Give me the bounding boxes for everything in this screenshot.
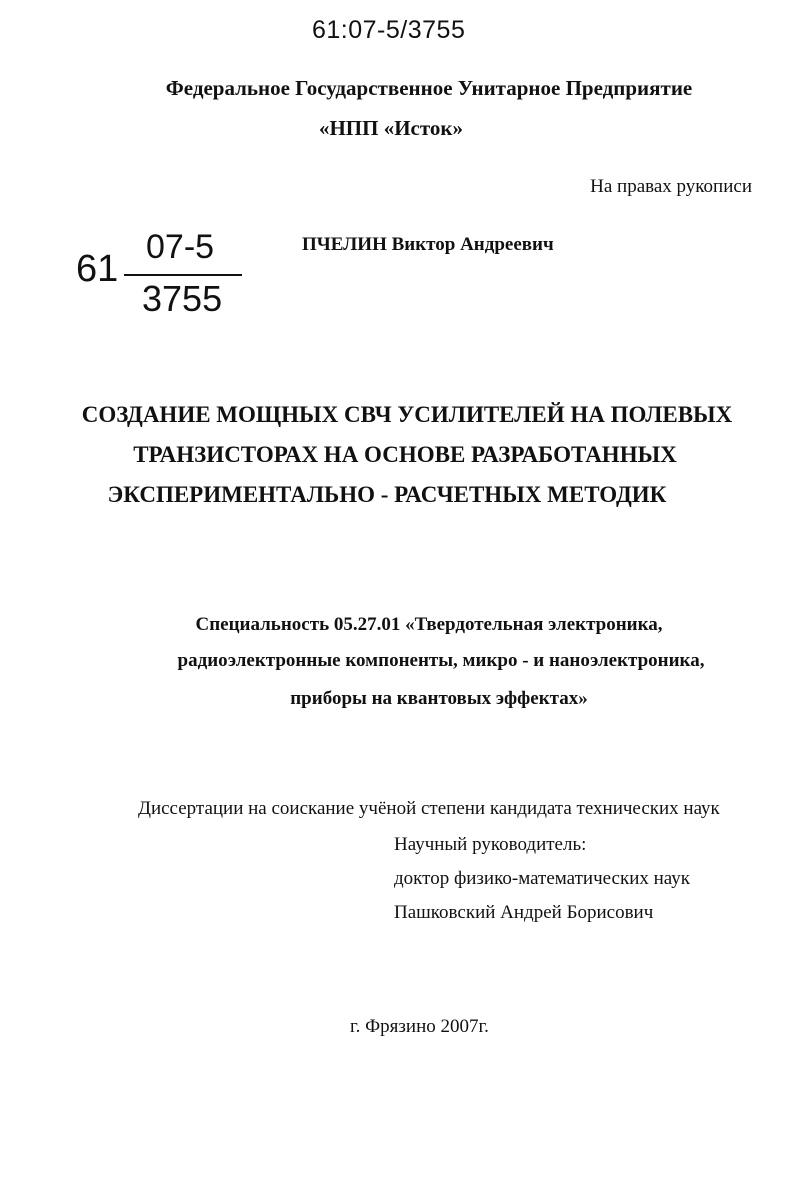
thesis-title-line-2: ТРАНЗИСТОРАХ НА ОСНОВЕ РАЗРАБОТАННЫХ xyxy=(133,442,677,467)
thesis-title-line-3: ЭКСПЕРИМЕНТАЛЬНО - РАСЧЕТНЫХ МЕТОДИК xyxy=(107,482,667,507)
author-name: ПЧЕЛИН Виктор Андреевич xyxy=(302,234,554,255)
catalog-numerator: 07-5 xyxy=(146,228,215,266)
catalog-fraction-line xyxy=(124,274,242,276)
archive-stamp-code: 61:07-5/3755 xyxy=(312,16,466,44)
advisor-label: Научный руководитель: xyxy=(394,834,587,855)
rights-notice: На правах рукописи xyxy=(590,176,752,197)
organization-abbreviation: «НПП «Исток» xyxy=(318,116,464,140)
catalog-number-stamp xyxy=(76,228,246,328)
thesis-title-line-1: СОЗДАНИЕ МОЩНЫХ СВЧ УСИЛИТЕЛЕЙ НА ПОЛЕВЫХ xyxy=(81,402,733,427)
degree-statement: Диссертации на соискание учёной степени кандидата технических наук xyxy=(138,798,720,819)
catalog-denominator: 3755 xyxy=(142,278,223,319)
organization-name: Федеральное Государственное Унитарное Предприятие xyxy=(165,76,693,100)
specialty-line-2: радиоэлектронные компоненты, микро - и наноэлектроника, xyxy=(177,650,705,671)
place-and-year: г. Фрязино 2007г. xyxy=(350,1016,489,1037)
catalog-prefix: 61 xyxy=(76,248,119,290)
advisor-degree: доктор физико-математических наук xyxy=(394,868,690,889)
advisor-name: Пашковский Андрей Борисович xyxy=(394,902,654,923)
specialty-line-3: приборы на квантовых эффектах» xyxy=(290,688,588,709)
specialty-line-1: Специальность 05.27.01 «Твердотельная электроника, xyxy=(195,614,663,635)
